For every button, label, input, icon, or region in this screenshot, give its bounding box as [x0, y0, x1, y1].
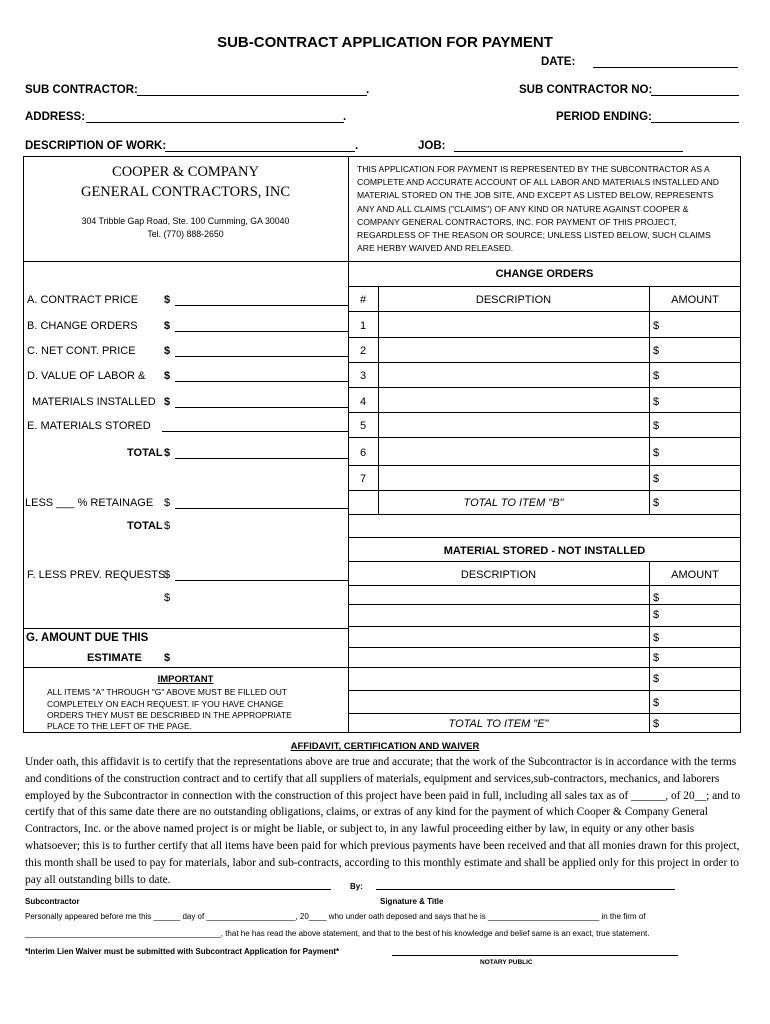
address-field[interactable]	[86, 111, 347, 123]
row-line	[348, 490, 741, 491]
dot: .	[366, 84, 370, 96]
affidavit-text: Under oath, this affidavit is to certify that the representations above are true and accurate; that the work of the Subcontractor is in accordance with the terms and conditions of the construction contract and to certify that all suppliers of materials, equipment and services,sub-contractors, mechanics, and laborers employed by the Subcontractor in connection with the construction of this project have been paid in full, including all sales tax as of ______, of 20__; and to certify that of this same date there are no outstanding obligations, claims, or extras of any kind for the payment of which Cooper & Company General Contractors, Inc. or the above named project is or might be liable, or subject to, in any lawful proceeding either by law, in equity or any other basis whatsoever; this is to further certify that all items have been paid for which previous payments have been received and that all monies drawn for this project, this month shall be used to pay for materials, labor and sub-contracts, according to this monthly estimate and shall be applied only for this project in order to pay all outstanding bills to date.	[25, 756, 741, 886]
contract-price-field[interactable]	[175, 294, 348, 306]
row-line	[348, 604, 741, 605]
materials-stored-field[interactable]	[162, 420, 348, 432]
dollar-sign: $	[164, 520, 171, 532]
sub-contractor-no-label: SUB CONTRACTOR NO:	[519, 84, 653, 96]
row-line	[348, 514, 741, 515]
amount-due-label: G. AMOUNT DUE THIS	[26, 632, 149, 644]
row-number: 5	[359, 420, 367, 432]
address-label: ADDRESS:	[25, 111, 86, 123]
dollar-sign: $	[164, 447, 171, 459]
row-number: 6	[359, 447, 367, 459]
sub-contractor-no-field[interactable]	[651, 84, 739, 96]
row-line	[348, 412, 741, 413]
sub-contractor-label: SUB CONTRACTOR:	[25, 84, 138, 96]
dollar-sign: $	[164, 497, 171, 509]
dollar-sign: $	[653, 420, 660, 432]
dollar-sign: $	[164, 370, 171, 382]
retainage-label: LESS ___ % RETAINAGE	[25, 497, 154, 509]
dot: .	[355, 140, 359, 152]
material-desc-header: DESCRIPTION	[460, 569, 537, 581]
company-subtitle: GENERAL CONTRACTORS, INC	[80, 184, 291, 200]
material-amount-header: AMOUNT	[671, 569, 719, 581]
subcontractor-signature-line[interactable]	[25, 889, 331, 890]
description-field[interactable]	[165, 140, 355, 152]
signature-title-label: Signature & Title	[380, 897, 444, 906]
dollar-sign: $	[164, 592, 171, 604]
col-desc-header: DESCRIPTION	[475, 294, 552, 306]
page-title: SUB-CONTRACT APPLICATION FOR PAYMENT	[217, 34, 553, 51]
dollar-sign: $	[653, 673, 660, 685]
date-field[interactable]	[593, 56, 738, 68]
signature-title-line[interactable]	[376, 889, 675, 890]
job-label: JOB:	[418, 140, 446, 152]
dot: .	[343, 111, 347, 123]
notary-label: NOTARY PUBLIC	[480, 959, 533, 966]
table-left-border	[348, 262, 349, 732]
notary-signature-line[interactable]	[392, 955, 678, 956]
statement-text: ____________________________________________, that he has read the above statement, and that to the best of his knowledge and belief same is an exact, true statement.	[25, 929, 650, 938]
personally-appeared-text: Personally appeared before me this ______ day of ____________________, 20____ who under oath deposed and says that he is _________________________ in the firm of	[25, 912, 646, 921]
lien-waiver-note: *Interim Lien Waiver must be submitted with Subcontract Application for Payment*	[25, 947, 340, 956]
row-line	[348, 362, 741, 363]
divider	[23, 667, 348, 668]
divider	[348, 561, 741, 562]
row-line	[348, 337, 741, 338]
col-divider	[378, 286, 379, 514]
dollar-sign: $	[653, 396, 660, 408]
materials-installed-field[interactable]	[175, 396, 348, 408]
row-number: 4	[359, 396, 367, 408]
prev-requests-field[interactable]	[175, 569, 348, 581]
row-line	[348, 311, 741, 312]
row-number: 7	[359, 473, 367, 485]
net-cont-price-label: C. NET CONT. PRICE	[27, 345, 136, 357]
change-orders-title: CHANGE ORDERS	[495, 268, 594, 280]
left-border	[23, 262, 24, 732]
dollar-sign: $	[653, 370, 660, 382]
important-text: COMPLETELY ON EACH REQUEST. IF YOU HAVE CHANGE	[47, 699, 284, 709]
important-title: IMPORTANT	[157, 674, 214, 685]
dollar-sign: $	[164, 652, 171, 664]
by-label: By:	[350, 882, 363, 891]
row-line	[348, 585, 741, 586]
contract-price-label: A. CONTRACT PRICE	[27, 294, 139, 306]
total-label: TOTAL	[127, 447, 163, 459]
divider	[23, 732, 741, 733]
materials-stored-label: E. MATERIALS STORED	[27, 420, 151, 432]
dollar-sign: $	[164, 345, 171, 357]
row-number: 2	[359, 345, 367, 357]
table-right-border	[740, 262, 741, 732]
payment-notice: THIS APPLICATION FOR PAYMENT IS REPRESENTED BY THE SUBCONTRACTOR AS A COMPLETE AND ACCURATE ACCOUNT OF ALL LABOR AND MATERIALS INSTALLED AND MATERIAL STORED ON THE JOB SITE, AND EXCEPT AS LISTED BELOW, REPRESENTS ANY AND ALL CLAIMS ("CLAIMS") OF ANY KIND OR NATURE AGAINST COOPER & COMPANY GENERAL CONTRACTORS, INC. FOR PAYMENT OF THIS PROJECT, REGARDLESS OF THE REASON OR SOURCE; UNLESS LISTED BELOW, SUCH CLAIMS ARE HERBY WAIVED AND RELEASED.	[357, 164, 719, 254]
row-line	[348, 667, 741, 668]
col-amount-header: AMOUNT	[671, 294, 719, 306]
divider	[348, 286, 741, 287]
value-labor-field[interactable]	[175, 370, 348, 382]
row-line	[348, 387, 741, 388]
affidavit-title: AFFIDAVIT, CERTIFICATION AND WAIVER	[290, 741, 480, 752]
dollar-sign: $	[653, 652, 660, 664]
total-item-e-label: TOTAL TO ITEM "E"	[448, 718, 549, 730]
dollar-sign: $	[653, 697, 660, 709]
value-labor-label: D. VALUE OF LABOR &	[27, 370, 146, 382]
row-line	[348, 647, 741, 648]
materials-installed-label: MATERIALS INSTALLED	[32, 396, 156, 408]
dollar-sign: $	[653, 447, 660, 459]
total-item-b-label: TOTAL TO ITEM "B"	[463, 497, 564, 509]
company-phone: Tel. (770) 888-2650	[147, 229, 224, 239]
dollar-sign: $	[653, 345, 660, 357]
dollar-sign: $	[164, 294, 171, 306]
row-number: 1	[359, 320, 367, 332]
total-label-2: TOTAL	[127, 520, 163, 532]
net-cont-price-field[interactable]	[175, 345, 348, 357]
total-field[interactable]	[175, 447, 348, 459]
change-orders-field[interactable]	[175, 320, 348, 332]
period-ending-label: PERIOD ENDING:	[556, 111, 652, 123]
dollar-sign: $	[653, 718, 660, 730]
row-line	[348, 690, 741, 691]
company-name: COOPER & COMPANY	[112, 164, 259, 180]
dollar-sign: $	[653, 320, 660, 332]
retainage-field[interactable]	[175, 497, 348, 509]
subcontractor-label: Subcontractor	[25, 897, 80, 906]
row-line	[348, 437, 741, 438]
important-text: ORDERS THEY MUST BE DESCRIBED IN THE APPROPRIATE	[47, 710, 292, 720]
row-line	[348, 626, 741, 627]
estimate-label: ESTIMATE	[87, 652, 142, 664]
job-field[interactable]	[454, 140, 683, 152]
col-divider	[649, 286, 650, 514]
dollar-sign: $	[653, 497, 660, 509]
row-line	[348, 537, 741, 538]
dollar-sign: $	[653, 473, 660, 485]
divider	[348, 156, 349, 262]
period-ending-field[interactable]	[651, 111, 739, 123]
dollar-sign: $	[164, 569, 171, 581]
date-label: DATE:	[541, 56, 576, 68]
company-address: 304 Tribble Gap Road, Ste. 100 Cumming, GA 30040	[81, 216, 290, 226]
material-title: MATERIAL STORED - NOT INSTALLED	[443, 545, 646, 557]
prev-requests-label: F. LESS PREV. REQUESTS	[27, 569, 166, 581]
row-number: 3	[359, 370, 367, 382]
sub-contractor-field[interactable]	[137, 84, 370, 96]
important-text: PLACE TO THE LEFT OF THE PAGE.	[47, 721, 193, 731]
row-line	[348, 713, 741, 714]
change-orders-label: B. CHANGE ORDERS	[27, 320, 138, 332]
dollar-sign: $	[164, 396, 171, 408]
col-num-header: #	[359, 294, 367, 306]
dollar-sign: $	[653, 592, 660, 604]
important-text: ALL ITEMS "A" THROUGH "G" ABOVE MUST BE FILLED OUT	[47, 687, 288, 697]
dollar-sign: $	[653, 632, 660, 644]
row-line	[348, 465, 741, 466]
description-label: DESCRIPTION OF WORK:	[25, 140, 167, 152]
dollar-sign: $	[164, 320, 171, 332]
dollar-sign: $	[653, 609, 660, 621]
divider	[23, 628, 348, 629]
